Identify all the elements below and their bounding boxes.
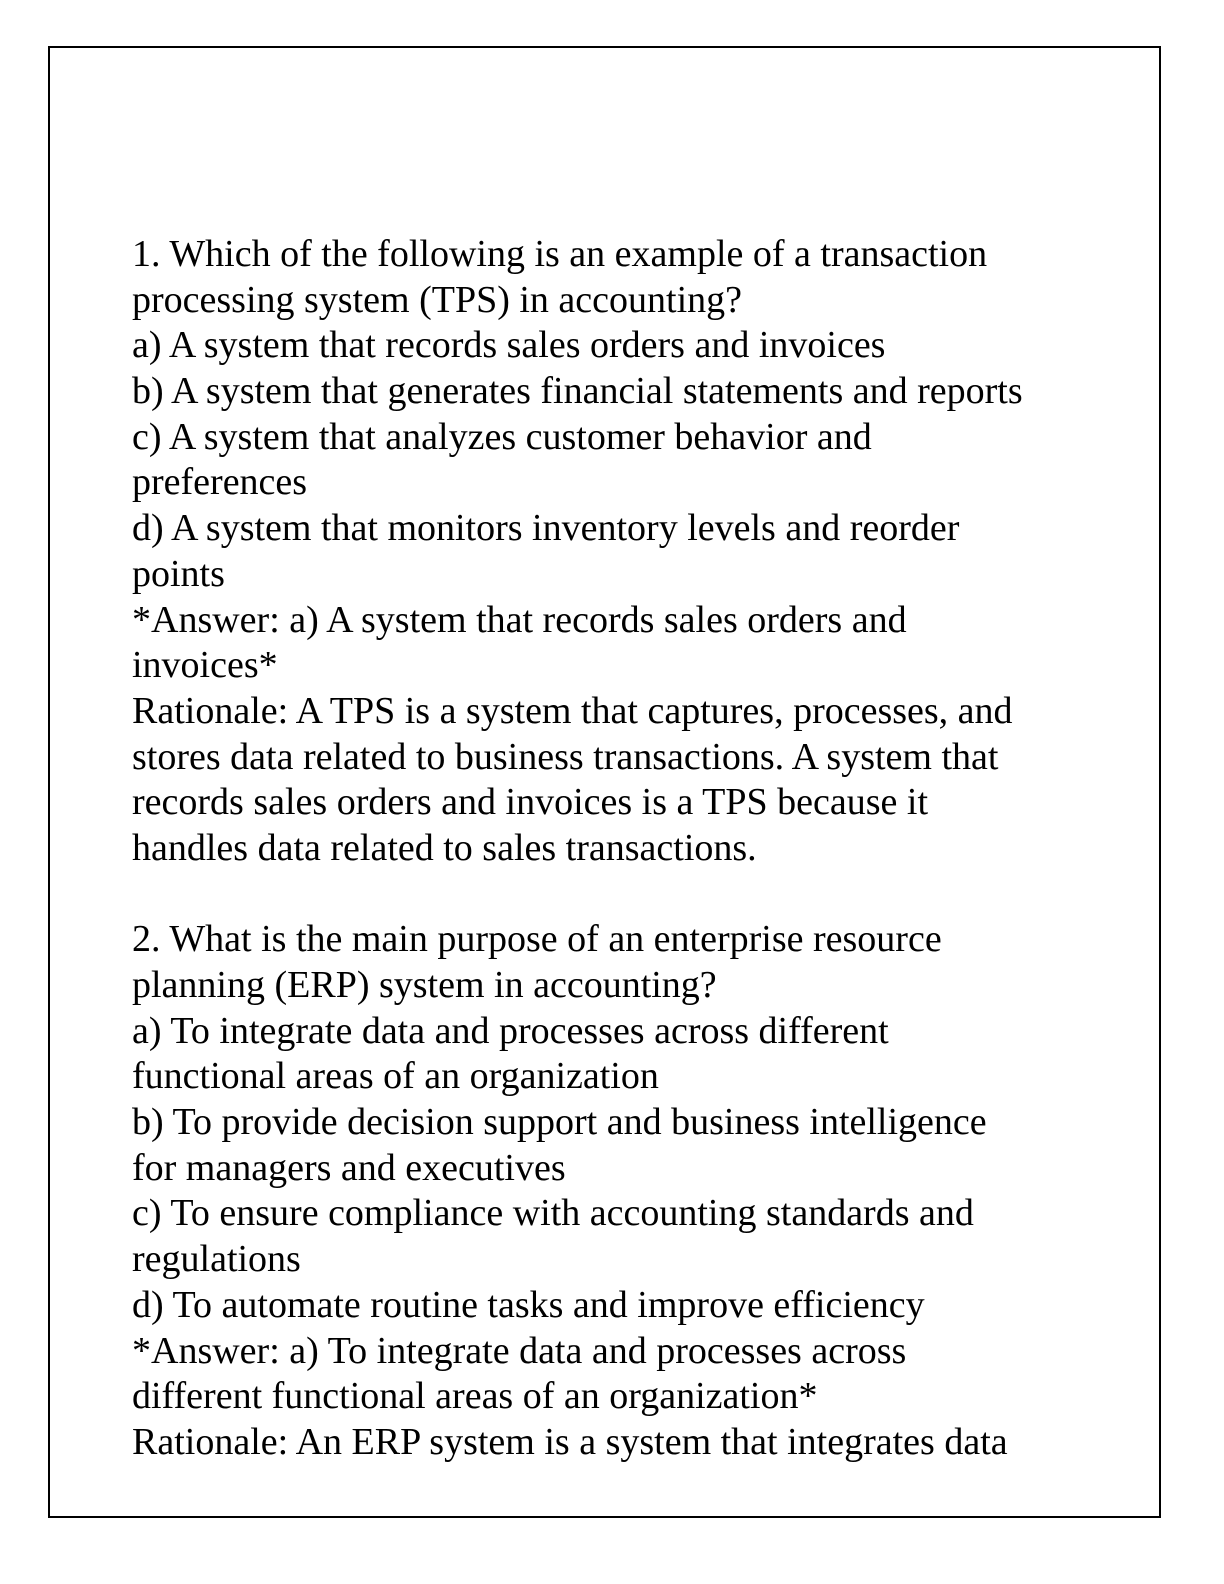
question-spacer bbox=[132, 872, 1132, 918]
question-2-option-a-line-2: functional areas of an organization bbox=[132, 1055, 659, 1098]
question-2-answer-line-2: different functional areas of an organization* bbox=[132, 1375, 818, 1418]
question-2-option-c-line-2: regulations bbox=[132, 1238, 301, 1281]
question-1-answer-line-1: *Answer: a) A system that records sales orders and bbox=[132, 598, 907, 641]
question-1-rationale-line-4: handles data related to sales transactions. bbox=[132, 826, 757, 869]
question-2-option-b-line-1: b) To provide decision support and business intelligence bbox=[132, 1101, 987, 1144]
question-1-rationale-line-2: stores data related to business transactions. A system that bbox=[132, 735, 999, 778]
question-1-rationale-line-3: records sales orders and invoices is a TPS because it bbox=[132, 781, 929, 824]
document-body bbox=[132, 232, 1132, 1466]
question-2-rationale-line-1: Rationale: An ERP system is a system that integrates data bbox=[132, 1420, 1008, 1463]
question-1-option-d-line-2: points bbox=[132, 552, 225, 595]
question-1 bbox=[132, 232, 1132, 872]
question-2-stem-line-1: 2. What is the main purpose of an enterprise resource bbox=[132, 918, 942, 961]
question-1-option-c-line-2: preferences bbox=[132, 461, 308, 504]
question-1-stem-line-2: processing system (TPS) in accounting? bbox=[132, 278, 743, 321]
question-2-option-c-line-1: c) To ensure compliance with accounting standards and bbox=[132, 1192, 974, 1235]
question-2-option-a-line-1: a) To integrate data and processes across different bbox=[132, 1009, 889, 1052]
question-2-option-d: d) To automate routine tasks and improve efficiency bbox=[132, 1283, 925, 1326]
question-2-answer-line-1: *Answer: a) To integrate data and processes across bbox=[132, 1329, 907, 1372]
question-1-option-a: a) A system that records sales orders and invoices bbox=[132, 324, 886, 367]
question-2 bbox=[132, 917, 1132, 1465]
question-1-rationale-line-1: Rationale: A TPS is a system that captures, processes, and bbox=[132, 689, 1013, 732]
question-2-stem-line-2: planning (ERP) system in accounting? bbox=[132, 964, 717, 1006]
question-1-option-b: b) A system that generates financial statements and reports bbox=[132, 370, 1023, 413]
question-1-stem-line-1: 1. Which of the following is an example of a transaction bbox=[132, 233, 988, 275]
question-2-option-b-line-2: for managers and executives bbox=[132, 1146, 566, 1189]
question-1-option-c-line-1: c) A system that analyzes customer behavior and bbox=[132, 415, 872, 458]
question-1-option-d-line-1: d) A system that monitors inventory levels and reorder bbox=[132, 507, 960, 550]
question-1-answer-line-2: invoices* bbox=[132, 644, 278, 687]
